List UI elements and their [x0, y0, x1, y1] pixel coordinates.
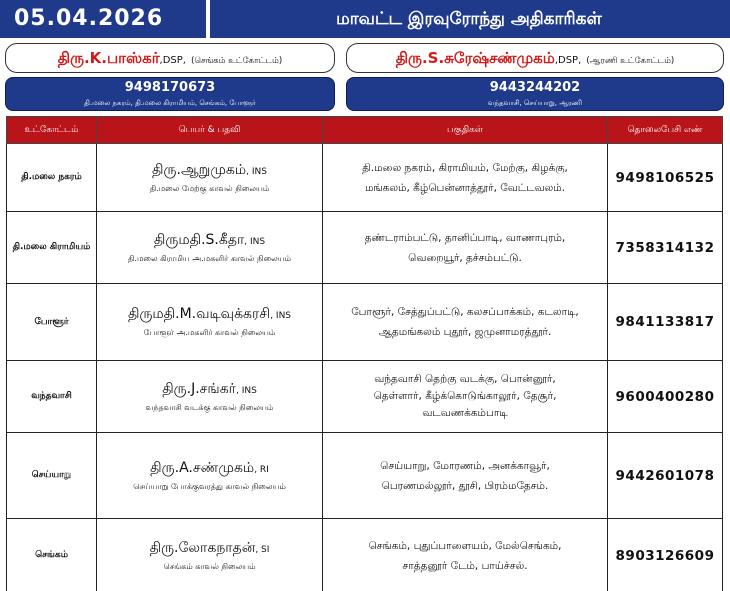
header-phone: தொலைபேசி எண்: [608, 117, 723, 144]
officer-subdivision: (ஆரணி உட்கோட்டம்): [586, 56, 675, 66]
row-station: செய்யாறு போக்குவரத்து காவல் நிலையம்: [133, 481, 286, 491]
row-phone: 9600400280: [608, 361, 723, 433]
row-officer-rank: , INS: [244, 236, 266, 247]
row-station: தி.மலை கிராமிய அ.மகளிர் காவல் நிலையம்: [127, 253, 292, 263]
row-phone: 8903126609: [608, 519, 723, 591]
row-areas: [323, 284, 608, 361]
row-areas: [323, 212, 608, 284]
officer-rank: ,DSP,: [554, 55, 582, 66]
row-areas-line: செய்யாறு, மோரணம், அனக்காவூர்,: [380, 459, 550, 472]
row-subdivision: செய்யாறு: [7, 433, 97, 519]
row-areas: [323, 519, 608, 591]
row-areas-line: வந்தவாசி தெற்கு வடக்கு, பொன்னூர்,: [374, 373, 556, 385]
row-areas: [323, 361, 608, 433]
row-officer-rank: , SI: [255, 544, 270, 555]
row-phone: 9841133817: [608, 284, 723, 361]
page-header: [0, 0, 730, 38]
row-subdivision: வந்தவாசி: [7, 361, 97, 433]
officer-phone-box: [346, 77, 724, 111]
officer-name-box: [346, 43, 724, 73]
patrol-table: [6, 116, 723, 591]
row-areas-line: வெறையூர், தச்சம்பட்டு.: [408, 251, 522, 264]
officer-name-box: [5, 43, 335, 73]
row-station: போளூர் அ.மகளிர் காவல் நிலையம்: [143, 328, 276, 337]
table-row: [7, 212, 723, 284]
row-officer-name: திரு.லோகநாதன்: [149, 539, 256, 556]
row-phone: 9498106525: [608, 144, 723, 212]
table-row: [7, 144, 723, 212]
row-station: செங்கம் காவல் நிலையம்: [163, 561, 256, 571]
row-officer: [97, 284, 323, 361]
row-areas: [323, 144, 608, 212]
row-officer-rank: , INS: [235, 385, 257, 396]
officer-areas: தி.மலை நகரம், தி.மலை கிராமியம், செங்கம், போளூர்: [84, 99, 256, 107]
officer-rank: ,DSP,: [159, 55, 186, 66]
row-areas-line: மங்கலம், கீழ்பென்னாத்தூர், வேட்டவலம்.: [364, 181, 566, 194]
row-station: வந்தவாசி வடக்கு காவல் நிலையம்: [145, 402, 274, 412]
officer-subdivision: (செங்கம் உட்கோட்டம்): [191, 56, 283, 66]
officer-name: திரு.S.சுரேஷ்சண்முகம்: [395, 49, 555, 67]
table-row: [7, 519, 723, 591]
row-areas-line: சாத்தனூர் டேம், பாய்ச்சல்.: [402, 559, 528, 572]
row-areas-line: தெள்ளார், கீழ்க்கொடுங்காலூர், தேசூர்,: [373, 390, 557, 402]
row-areas-line: போளூர், சேத்துப்பட்டு, கலசப்பாக்கம், கடலாடி,: [351, 306, 579, 318]
row-subdivision: போளூர்: [7, 284, 97, 361]
header-subdivision: உட்கோட்டம்: [7, 117, 97, 144]
table-row: [7, 284, 723, 361]
officer-panel-left: [5, 43, 335, 111]
table-header-row: [7, 117, 723, 144]
row-areas-line: தி.மலை நகரம், கிராமியம், மேற்கு, கிழக்கு,: [362, 161, 568, 174]
officer-name: திரு.K.பாஸ்கர்: [57, 49, 160, 67]
row-areas-line: செங்கம், புதுப்பாளையம், மேல்செங்கம்,: [368, 539, 562, 552]
officer-phone: 9443244202: [489, 80, 581, 95]
row-areas-line: தண்டராம்பட்டு, தானிப்பாடி, வாணாபுரம்,: [364, 231, 566, 244]
row-areas-line: ஆதமங்கலம் புதூர், ஜமுனாமரத்தூர்.: [378, 326, 552, 338]
row-subdivision: தி.மலை நகரம்: [7, 144, 97, 212]
row-officer-rank: , RI: [254, 464, 269, 475]
header-areas: பகுதிகள்: [323, 117, 608, 144]
header-name-rank: பெயர் & பதவி: [97, 117, 323, 144]
row-subdivision: செங்கம்: [7, 519, 97, 591]
row-officer-name: திரு.J.சங்கர்: [162, 380, 236, 397]
row-officer-name: திரு.ஆறுமுகம்: [152, 161, 247, 178]
row-officer-name: திருமதி.S.கீதா: [153, 231, 245, 248]
table-row: [7, 361, 723, 433]
row-areas-line: வடவணக்கம்பாடி: [422, 407, 508, 419]
row-areas: [323, 433, 608, 519]
row-officer-name: திருமதி.M.வடிவுக்கரசி: [127, 306, 271, 322]
row-officer: [97, 519, 323, 591]
row-phone: 9442601078: [608, 433, 723, 519]
row-phone: 7358314132: [608, 212, 723, 284]
row-officer: [97, 433, 323, 519]
row-officer: [97, 361, 323, 433]
row-station: தி.மலை மேற்கு காவல் நிலையம்: [149, 183, 270, 193]
row-officer-rank: , INS: [270, 311, 292, 321]
row-officer-name: திரு.A.சண்முகம்: [150, 459, 255, 476]
row-officer: [97, 212, 323, 284]
officer-panel-right: [346, 43, 724, 111]
header-divider: [206, 0, 210, 38]
date-label: 05.04.2026: [14, 6, 164, 31]
row-subdivision: தி.மலை கிராமியம்: [7, 212, 97, 284]
row-officer: [97, 144, 323, 212]
row-officer-rank: , INS: [246, 166, 267, 177]
officer-areas: வந்தவாசி, செய்யாறு, ஆரணி: [487, 99, 583, 107]
officer-phone-box: [5, 77, 335, 111]
page-title: மாவட்ட இரவுரோந்து அதிகாரிகள்: [336, 9, 602, 29]
officer-phone: 9498170673: [124, 80, 216, 95]
row-areas-line: பெரணமல்லூர், தூசி, பிரம்மதேசம்.: [381, 479, 549, 492]
table-row: [7, 433, 723, 519]
